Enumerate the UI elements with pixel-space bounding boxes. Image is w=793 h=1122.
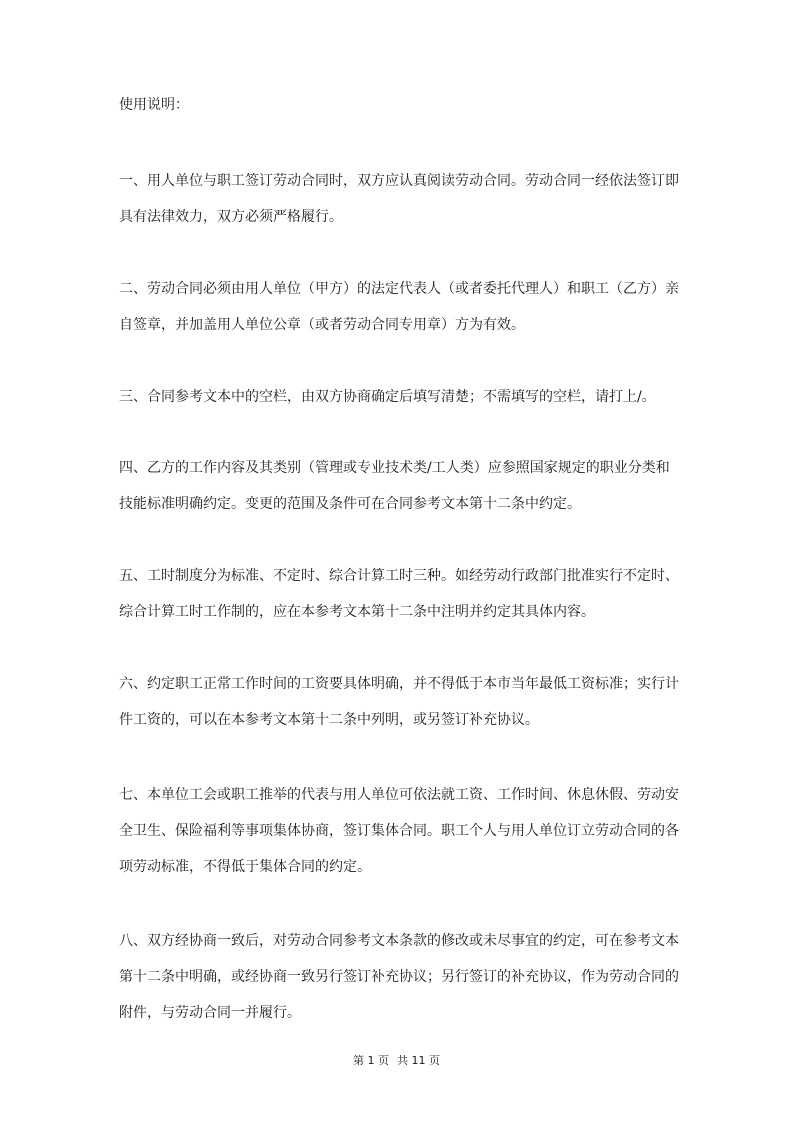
paragraph-6 [119, 666, 679, 738]
page-number: 第 1 页 [353, 1054, 389, 1067]
paragraph-line: 一、用人单位与职工签订劳动合同时，双方应认真阅读劳动合同。劳动合同一经依法签订即 [119, 173, 679, 189]
paragraph-5 [119, 558, 679, 630]
paragraph-line: 件工资的，可以在本参考文本第十二条中列明，或另签订补充协议。 [119, 712, 539, 728]
paragraph-line: 全卫生、保险福利等事项集体协商，签订集体合同。职工个人与用人单位订立劳动合同的各 [119, 823, 679, 839]
paragraph-line: 五、工时制度分为标准、不定时、综合计算工时三种。如经劳动行政部门批准实行不定时、 [119, 568, 679, 584]
paragraph-line: 四、乙方的工作内容及其类别（管理或专业技术类/工人类）应参照国家规定的职业分类和 [119, 460, 670, 476]
paragraph-line: 七、本单位工会或职工推举的代表与用人单位可依法就工资、工作时间、休息休假、劳动安 [119, 787, 679, 803]
paragraph-line: 综合计算工时工作制的，应在本参考文本第十二条中注明并约定其具体内容。 [119, 604, 595, 620]
paragraph-line: 具有法律效力，双方必须严格履行。 [119, 209, 343, 225]
paragraph-line: 自签章，并加盖用人单位公章（或者劳动合同专用章）方为有效。 [119, 317, 525, 333]
paragraph-8 [119, 923, 679, 1031]
paragraph-line: 三、合同参考文本中的空栏，由双方协商确定后填写清楚；不需填写的空栏，请打上/。 [119, 389, 656, 405]
paragraph-line: 项劳动标准，不得低于集体合同的约定。 [119, 859, 371, 875]
paragraph-line: 技能标准明确约定。变更的范围及条件可在合同参考文本第十二条中约定。 [119, 496, 581, 512]
paragraph-line: 第十二条中明确，或经协商一致另行签订补充协议；另行签订的补充协议，作为劳动合同的 [119, 969, 679, 985]
page-total: 共 11 页 [397, 1054, 440, 1067]
paragraph-4 [119, 450, 679, 522]
paragraph-1 [119, 163, 679, 235]
paragraph-3 [119, 379, 679, 415]
instructions-heading: 使用说明： [119, 97, 189, 113]
page-footer [0, 1054, 793, 1068]
paragraph-7 [119, 777, 679, 885]
paragraph-line: 八、双方经协商一致后，对劳动合同参考文本条款的修改或未尽事宜的约定，可在参考文本 [119, 933, 679, 949]
paragraph-2 [119, 271, 679, 343]
paragraph-line: 二、劳动合同必须由用人单位（甲方）的法定代表人（或者委托代理人）和职工（乙方）亲 [119, 281, 679, 297]
paragraph-line: 附件，与劳动合同一并履行。 [119, 1005, 301, 1021]
paragraph-line: 六、约定职工正常工作时间的工资要具体明确，并不得低于本市当年最低工资标准；实行计 [119, 676, 679, 692]
